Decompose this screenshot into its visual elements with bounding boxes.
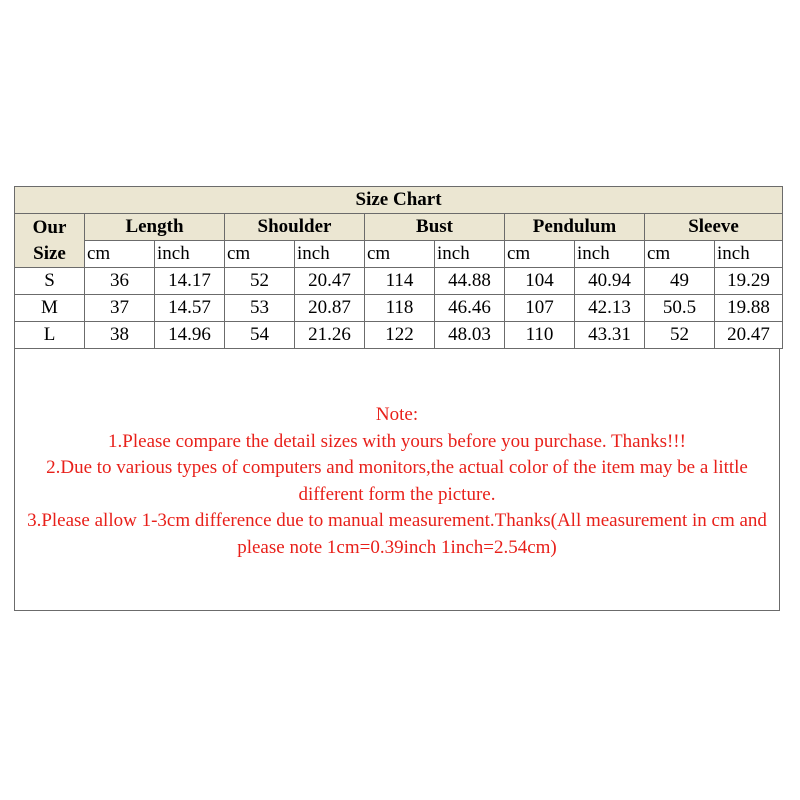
table-cell: 14.96 <box>155 322 225 349</box>
size-label: M <box>15 295 85 322</box>
table-cell: 48.03 <box>435 322 505 349</box>
table-cell: 14.17 <box>155 268 225 295</box>
table-cell: 20.87 <box>295 295 365 322</box>
table-cell: 122 <box>365 322 435 349</box>
unit-inch: inch <box>575 241 645 268</box>
unit-inch: inch <box>435 241 505 268</box>
table-cell: 118 <box>365 295 435 322</box>
group-header-length: Length <box>85 214 225 241</box>
table-cell: 110 <box>505 322 575 349</box>
group-header-sleeve: Sleeve <box>645 214 783 241</box>
table-cell: 54 <box>225 322 295 349</box>
size-column-header <box>15 214 85 268</box>
table-row <box>15 322 783 349</box>
group-header-shoulder: Shoulder <box>225 214 365 241</box>
table-cell: 44.88 <box>435 268 505 295</box>
unit-cm: cm <box>505 241 575 268</box>
table-cell: 43.31 <box>575 322 645 349</box>
unit-inch: inch <box>155 241 225 268</box>
table-cell: 42.13 <box>575 295 645 322</box>
table-cell: 19.88 <box>715 295 783 322</box>
group-header-pendulum: Pendulum <box>505 214 645 241</box>
table-cell: 104 <box>505 268 575 295</box>
unit-cm: cm <box>645 241 715 268</box>
unit-cm: cm <box>85 241 155 268</box>
table-cell: 19.29 <box>715 268 783 295</box>
table-cell: 52 <box>645 322 715 349</box>
table-cell: 107 <box>505 295 575 322</box>
table-cell: 38 <box>85 322 155 349</box>
table-cell: 20.47 <box>715 322 783 349</box>
table-cell: 20.47 <box>295 268 365 295</box>
notes-box <box>14 349 780 611</box>
table-cell: 40.94 <box>575 268 645 295</box>
size-label: L <box>15 322 85 349</box>
note-heading: Note: <box>375 404 419 425</box>
table-cell: 36 <box>85 268 155 295</box>
table-cell: 114 <box>365 268 435 295</box>
note-line-1: 1.Please compare the detail sizes with yours before you purchase. Thanks!!! <box>108 430 686 452</box>
unit-inch: inch <box>295 241 365 268</box>
note-line-2: 2.Due to various types of computers and monitors,the actual color of the item may be a little different form the picture. <box>46 457 748 505</box>
size-table <box>14 186 783 349</box>
table-row <box>15 295 783 322</box>
table-cell: 14.57 <box>155 295 225 322</box>
size-label: S <box>15 268 85 295</box>
table-cell: 52 <box>225 268 295 295</box>
table-cell: 21.26 <box>295 322 365 349</box>
table-cell: 50.5 <box>645 295 715 322</box>
note-line-3: 3.Please allow 1-3cm difference due to manual measurement.Thanks(All measurement in cm and please note 1cm=0.39inch 1inch=2.54cm) <box>27 510 767 558</box>
table-row <box>15 268 783 295</box>
group-header-bust: Bust <box>365 214 505 241</box>
size-chart <box>14 186 782 349</box>
table-cell: 53 <box>225 295 295 322</box>
table-cell: 49 <box>645 268 715 295</box>
table-title: Size Chart <box>15 187 783 214</box>
unit-cm: cm <box>225 241 295 268</box>
unit-cm: cm <box>365 241 435 268</box>
size-header-line2: Size <box>33 242 66 264</box>
table-cell: 46.46 <box>435 295 505 322</box>
table-cell: 37 <box>85 295 155 322</box>
unit-inch: inch <box>715 241 783 268</box>
size-header-line1: Our <box>32 216 67 238</box>
